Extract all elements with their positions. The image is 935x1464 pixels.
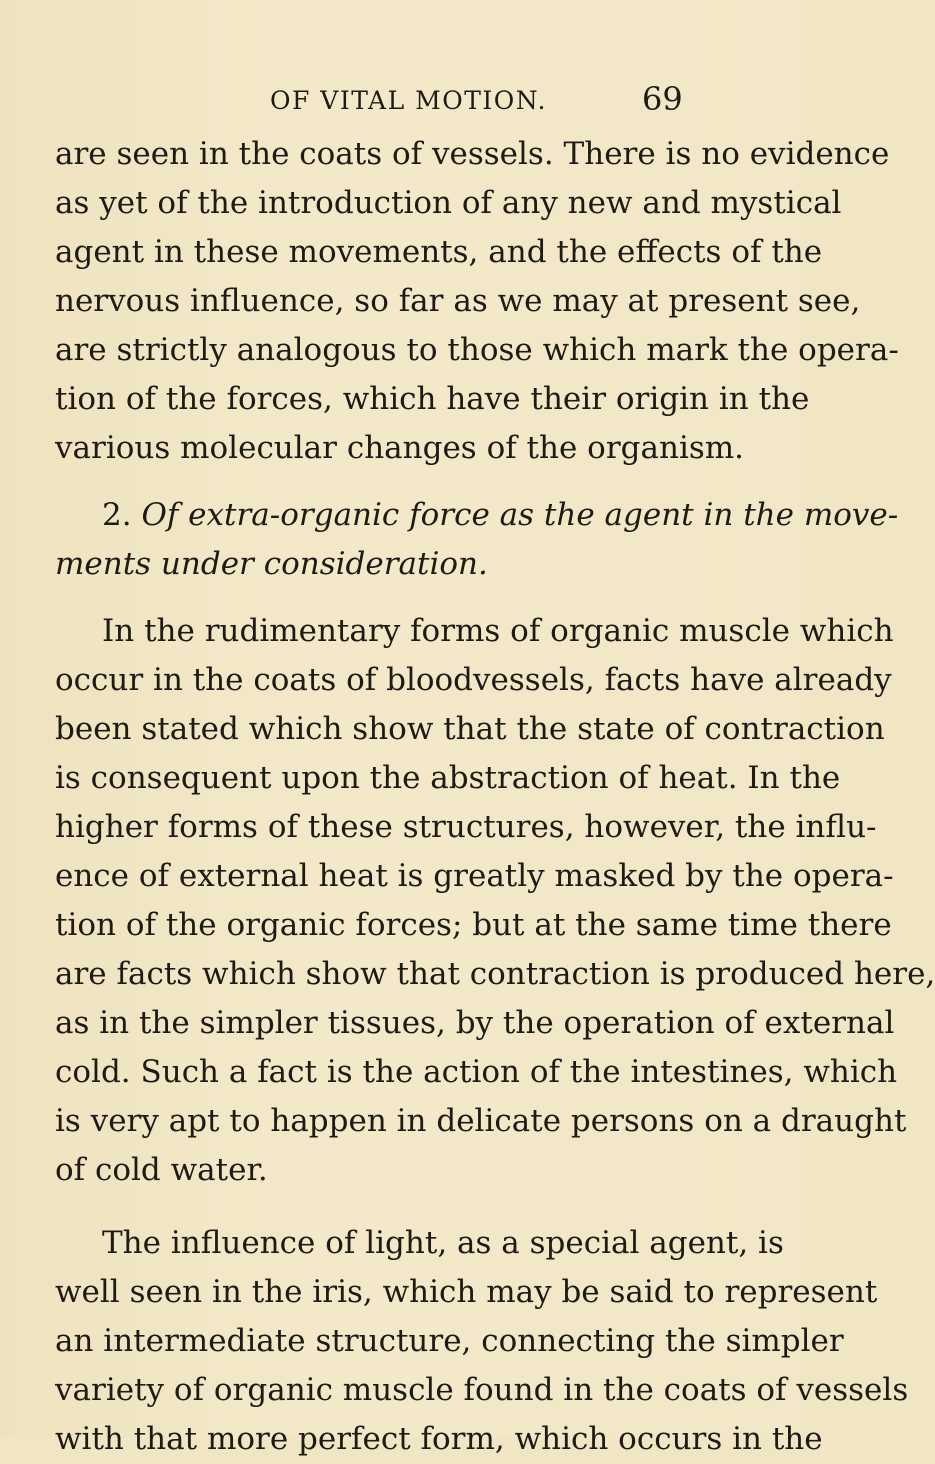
text-line: occur in the coats of bloodvessels, facts have already	[55, 662, 892, 698]
text-line: as yet of the introduction of any new and mystical	[55, 185, 842, 221]
text-line: as in the simpler tissues, by the operation of external	[55, 1005, 895, 1041]
text-line: is consequent upon the abstraction of heat. In the	[55, 760, 841, 796]
section-heading	[55, 491, 899, 589]
text-line: with that more perfect form, which occurs in the	[55, 1421, 823, 1457]
page-number: 69	[642, 80, 683, 118]
text-line: The influence of light, as a special agent, is	[102, 1225, 784, 1261]
running-title: OF VITAL MOTION.	[270, 86, 547, 115]
text-line: various molecular changes of the organism.	[55, 430, 745, 466]
text-line: is very apt to happen in delicate persons on a draught	[55, 1103, 907, 1139]
section-number: 2.	[102, 497, 132, 533]
body-text	[55, 130, 935, 1464]
text-line: been stated which show that the state of contraction	[55, 711, 885, 747]
text-line: are facts which show that contraction is produced here,	[55, 956, 935, 992]
paragraph-3	[55, 1219, 909, 1464]
text-line: tion of the forces, which have their origin in the	[55, 381, 810, 417]
text-line: well seen in the iris, which may be said to represent	[55, 1274, 878, 1310]
section-title-part: Of extra-organic force as the agent in the move-	[141, 497, 899, 533]
text-line: are seen in the coats of vessels. There is no evidence	[55, 136, 890, 172]
paragraph-2	[55, 607, 935, 1195]
section-heading-line: ments under consideration.	[55, 546, 488, 582]
section-heading-line	[55, 491, 899, 540]
text-line: of cold water.	[55, 1152, 268, 1188]
text-line: are strictly analogous to those which mark the opera-	[55, 332, 899, 368]
running-head	[55, 80, 760, 120]
text-line: cold. Such a fact is the action of the intestines, which	[55, 1054, 898, 1090]
text-line: nervous influence, so far as we may at present see,	[55, 283, 861, 319]
text-line: higher forms of these structures, however, the influ-	[55, 809, 877, 845]
text-line: tion of the organic forces; but at the same time there	[55, 907, 892, 943]
text-line: variety of organic muscle found in the coats of vessels	[55, 1372, 909, 1408]
text-line: In the rudimentary forms of organic muscle which	[102, 613, 894, 649]
text-line: an intermediate structure, connecting the simpler	[55, 1323, 844, 1359]
paragraph-1	[55, 130, 899, 473]
text-line: ence of external heat is greatly masked by the opera-	[55, 858, 894, 894]
text-line: agent in these movements, and the effects of the	[55, 234, 823, 270]
